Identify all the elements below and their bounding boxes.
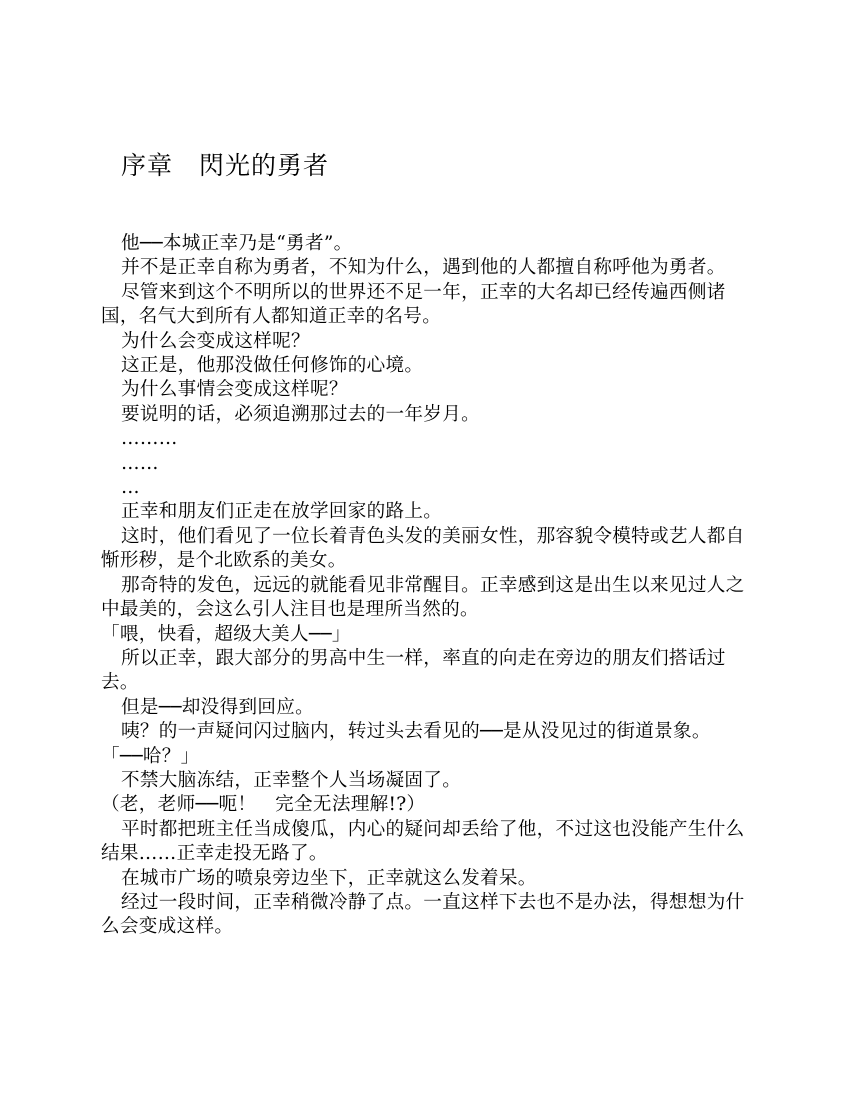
paragraph: 要说明的话，必须追溯那过去的一年岁月。 xyxy=(121,403,480,425)
chapter-body xyxy=(101,232,749,940)
paragraph: 为什么事情会变成这样呢？ xyxy=(121,379,348,401)
paragraph: 正幸和朋友们正走在放学回家的路上。 xyxy=(121,501,443,523)
paragraph: 为什么会变成这样呢？ xyxy=(121,330,310,352)
paragraph: ……… xyxy=(121,428,178,450)
paragraph: 在城市广场的喷泉旁边坐下，正幸就这么发着呆。 xyxy=(121,867,537,889)
paragraph: 他──本城正幸乃是“勇者”。 xyxy=(121,233,353,254)
paragraph: 那奇特的发色，远远的就能看见非常醒目。正幸感到这是出生以来见过人之中最美的，会这么引人注目也是理所当然的。 xyxy=(101,574,745,621)
paragraph: 但是──却没得到回应。 xyxy=(121,696,315,718)
dialogue-line: 「──哈？」 xyxy=(101,745,200,767)
paragraph: … xyxy=(121,477,140,499)
paragraph: 所以正幸，跟大部分的男高中生一样，率直的向走在旁边的朋友们搭话过去。 xyxy=(101,647,726,694)
paragraph: 经过一段时间，正幸稍微冷静了点。一直这样下去也不是办法，得想想为什么会变成这样。 xyxy=(101,891,745,938)
chapter-title: 序章 閃光的勇者 xyxy=(121,151,330,180)
paragraph: …… xyxy=(121,452,159,474)
inner-thought-line: （老，老师──呃！ 完全无法理解!?） xyxy=(101,794,426,816)
paragraph: 这正是，他那没做任何修饰的心境。 xyxy=(121,355,424,377)
dialogue-line: 「喂，快看，超级大美人──」 xyxy=(101,623,351,645)
paragraph: 这时，他们看见了一位长着青色头发的美丽女性，那容貌令模特或艺人都自惭形秽，是个北欧系的美女。 xyxy=(101,525,745,572)
paragraph: 不禁大脑冻结，正幸整个人当场凝固了。 xyxy=(121,769,462,791)
paragraph: 平时都把班主任当成傻瓜，内心的疑问却丢给了他，不过这也没能产生什么结果……正幸走投无路了。 xyxy=(101,818,745,865)
paragraph: 咦？的一声疑问闪过脑内，转过头去看见的──是从没见过的街道景象。 xyxy=(121,721,711,743)
paragraph: 尽管来到这个不明所以的世界还不足一年，正幸的大名却已经传遍西侧诸国，名气大到所有人都知道正幸的名号。 xyxy=(101,281,726,328)
paragraph: 并不是正幸自称为勇者，不知为什么，遇到他的人都擅自称呼他为勇者。 xyxy=(121,257,726,279)
